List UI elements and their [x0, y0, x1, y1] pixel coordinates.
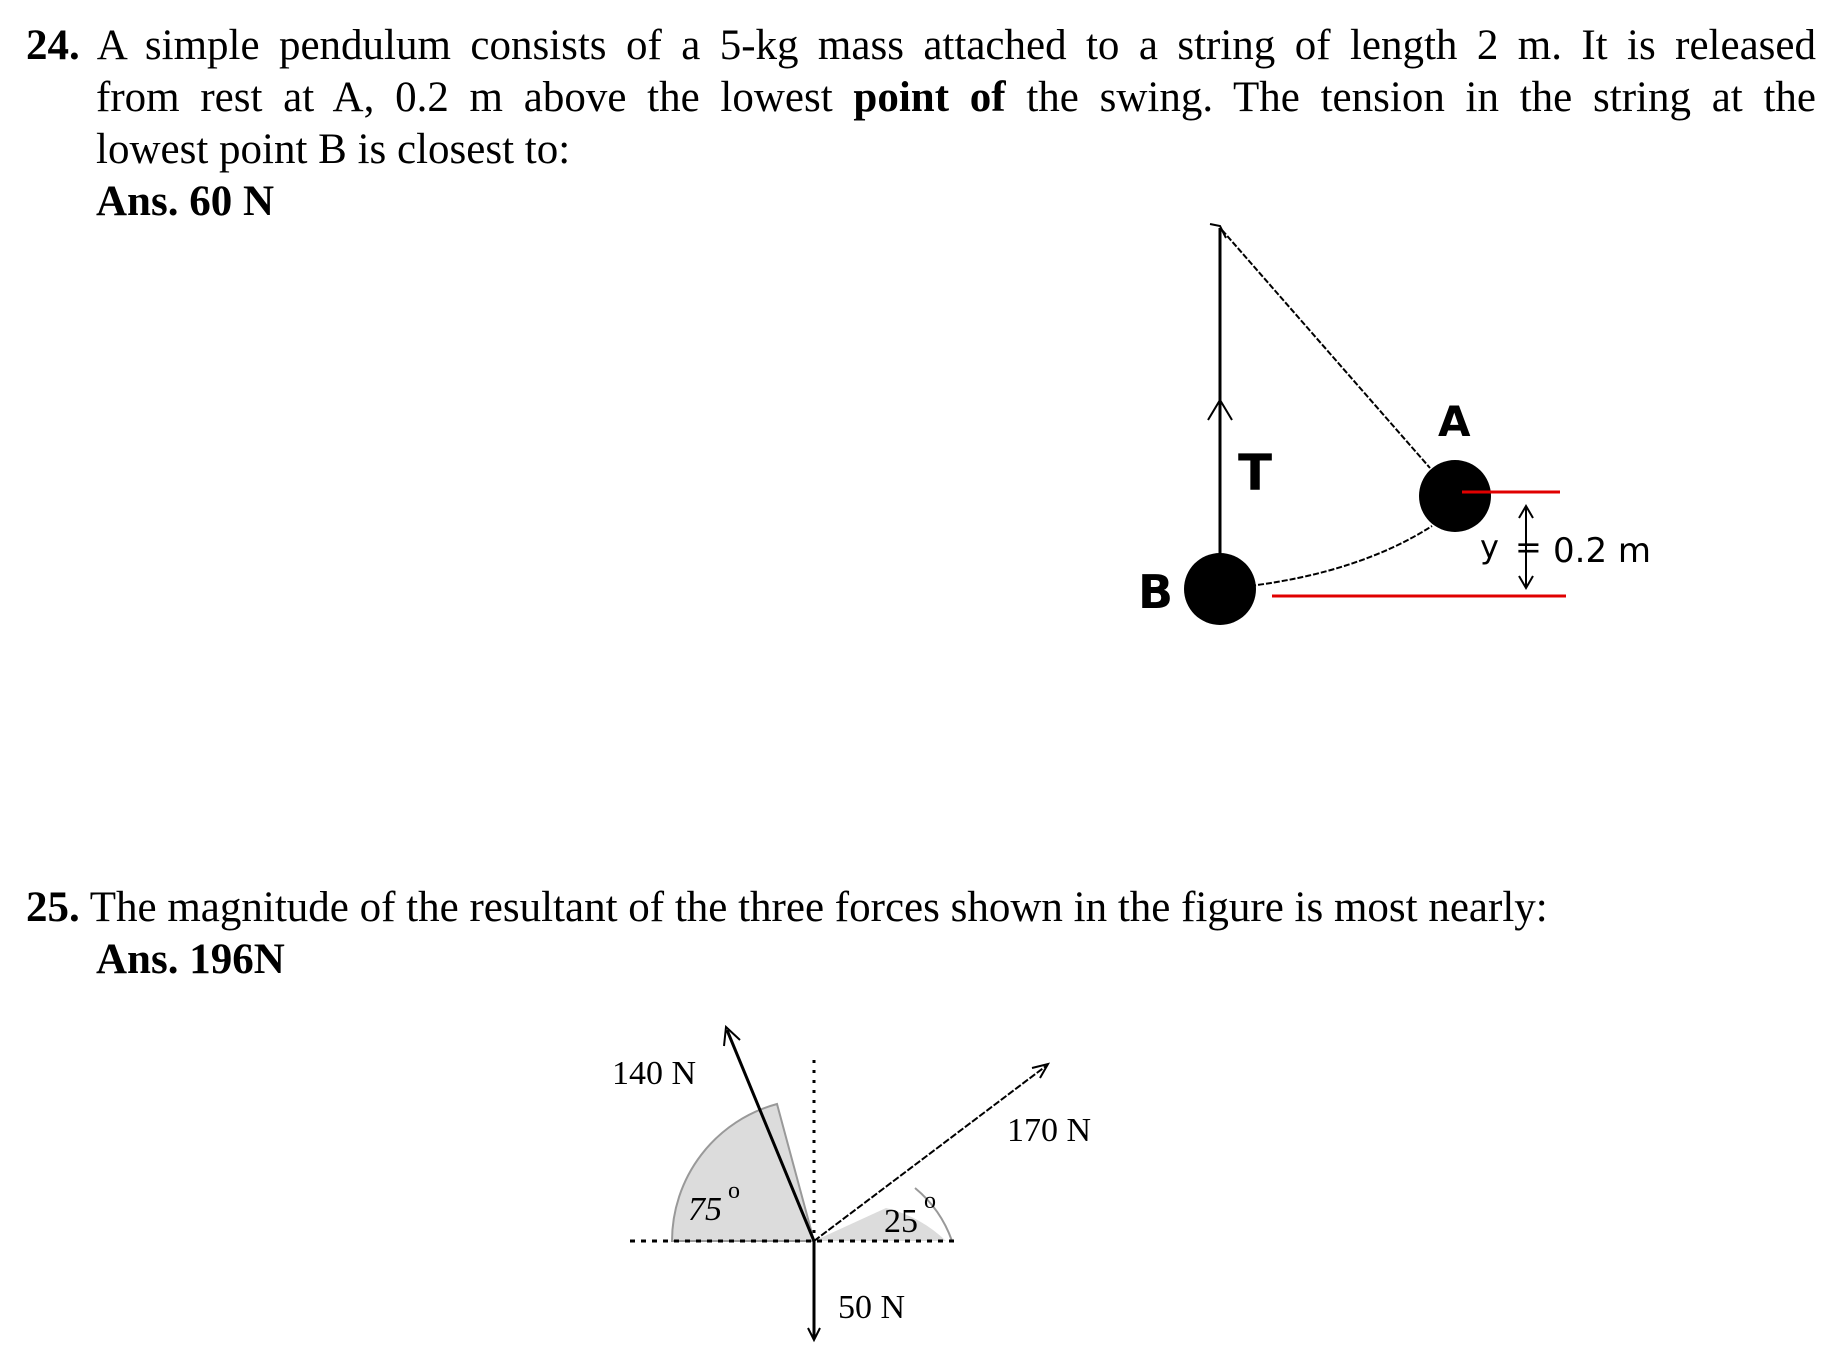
force-140-label: 140 N: [612, 1055, 697, 1092]
question-text: the swing. The tension in the string at the: [1005, 74, 1816, 121]
question-text: The magnitude of the resultant of the three forces shown in the figure is most nearly:: [89, 884, 1548, 931]
force-170-label: 170 N: [1007, 1112, 1092, 1149]
question-number: 25.: [26, 884, 80, 931]
question-text-bold: point of: [853, 74, 1006, 121]
label-y: y: [1480, 528, 1499, 566]
question-24-answer: Ans. 60 N: [96, 178, 275, 225]
question-24-line-3: lowest point B is closest to:: [96, 126, 571, 173]
angle-25-label: 25: [884, 1203, 918, 1240]
label-t: T: [1238, 444, 1273, 502]
degree-mark: o: [728, 1178, 740, 1204]
degree-mark: o: [924, 1188, 936, 1214]
force-diagram: [612, 1027, 1091, 1340]
question-number: 24.: [26, 22, 80, 69]
force-50-label: 50 N: [838, 1289, 906, 1326]
angle-75-label: 75: [688, 1191, 722, 1228]
label-height: 0.2 m: [1553, 531, 1651, 571]
pendulum-string: [1222, 230, 1430, 468]
force-170-vector: [814, 1066, 1046, 1241]
mass-a: [1419, 460, 1491, 532]
label-b: B: [1138, 565, 1174, 619]
question-text: from rest at A, 0.2 m above the lowest: [96, 74, 854, 121]
label-a: A: [1438, 397, 1471, 446]
label-equals: =: [1515, 528, 1542, 566]
mass-b: [1184, 553, 1256, 625]
pendulum-figure: [1138, 224, 1651, 625]
question-25-answer: Ans. 196N: [96, 936, 285, 983]
question-text: A simple pendulum consists of a 5-kg mass attached to a string of length 2 m. It is released: [96, 22, 1816, 69]
swing-arc: [1250, 526, 1432, 586]
